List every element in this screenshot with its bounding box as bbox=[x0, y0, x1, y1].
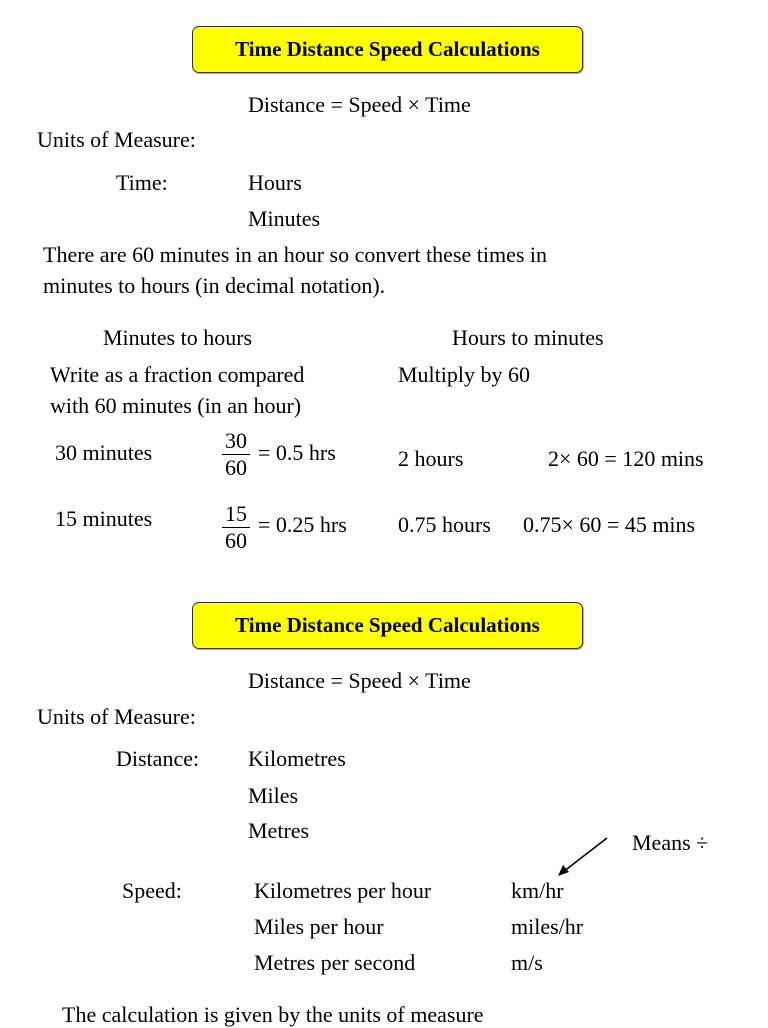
slide1-title: Time Distance Speed Calculations bbox=[192, 26, 583, 73]
distance-unit-kilometres: Kilometres bbox=[248, 746, 346, 771]
footer-text: The calculation is given by the units of measure bbox=[62, 1002, 484, 1027]
speed-abbr-mph: miles/hr bbox=[511, 914, 584, 939]
distance-unit-miles: Miles bbox=[248, 783, 299, 808]
explanation-line-1: There are 60 minutes in an hour so convert these times in bbox=[43, 242, 548, 267]
slide1-units-heading: Units of Measure: bbox=[37, 127, 196, 152]
left-desc-line-1: Write as a fraction compared bbox=[50, 362, 305, 387]
row1-result: = 0.5 hrs bbox=[258, 440, 336, 465]
row1-denominator: 60 bbox=[225, 455, 247, 480]
col-heading-hours-to-minutes: Hours to minutes bbox=[452, 325, 604, 350]
row1-fraction bbox=[222, 428, 250, 481]
row1-hours: 2 hours bbox=[398, 446, 464, 471]
explanation-line-2: minutes to hours (in decimal notation). bbox=[43, 273, 386, 298]
row2-denominator: 60 bbox=[225, 528, 247, 553]
speed-unit-kmh: Kilometres per hour bbox=[254, 878, 432, 903]
slide1-formula: Distance = Speed × Time bbox=[248, 92, 471, 117]
slide2-formula: Distance = Speed × Time bbox=[248, 668, 471, 693]
speed-unit-mps: Metres per second bbox=[254, 950, 416, 975]
time-unit-minutes: Minutes bbox=[248, 206, 321, 231]
row1-numerator: 30 bbox=[222, 428, 250, 455]
time-unit-hours: Hours bbox=[248, 170, 302, 195]
row2-fraction bbox=[222, 501, 250, 554]
row2-numerator: 15 bbox=[222, 501, 250, 528]
slide2-title: Time Distance Speed Calculations bbox=[192, 602, 583, 649]
means-divide-note: Means ÷ bbox=[632, 830, 709, 855]
slide2-units-heading: Units of Measure: bbox=[37, 704, 196, 729]
distance-label: Distance: bbox=[116, 746, 200, 771]
speed-abbr-kmh: km/hr bbox=[511, 878, 564, 903]
row2-hours: 0.75 hours bbox=[398, 512, 491, 537]
speed-abbr-mps: m/s bbox=[511, 950, 543, 975]
row1-calc: 2× 60 = 120 mins bbox=[548, 446, 704, 471]
row2-calc: 0.75× 60 = 45 mins bbox=[523, 512, 696, 537]
col-heading-minutes-to-hours: Minutes to hours bbox=[103, 325, 253, 350]
speed-unit-mph: Miles per hour bbox=[254, 914, 384, 939]
distance-unit-metres: Metres bbox=[248, 818, 310, 843]
speed-label: Speed: bbox=[122, 878, 182, 903]
row1-minutes: 30 minutes bbox=[55, 440, 153, 465]
time-label: Time: bbox=[116, 170, 168, 195]
row2-minutes: 15 minutes bbox=[55, 506, 153, 531]
right-desc: Multiply by 60 bbox=[398, 362, 531, 387]
row2-result: = 0.25 hrs bbox=[258, 512, 347, 537]
left-desc-line-2: with 60 minutes (in an hour) bbox=[50, 393, 302, 418]
arrow-icon bbox=[553, 834, 613, 880]
